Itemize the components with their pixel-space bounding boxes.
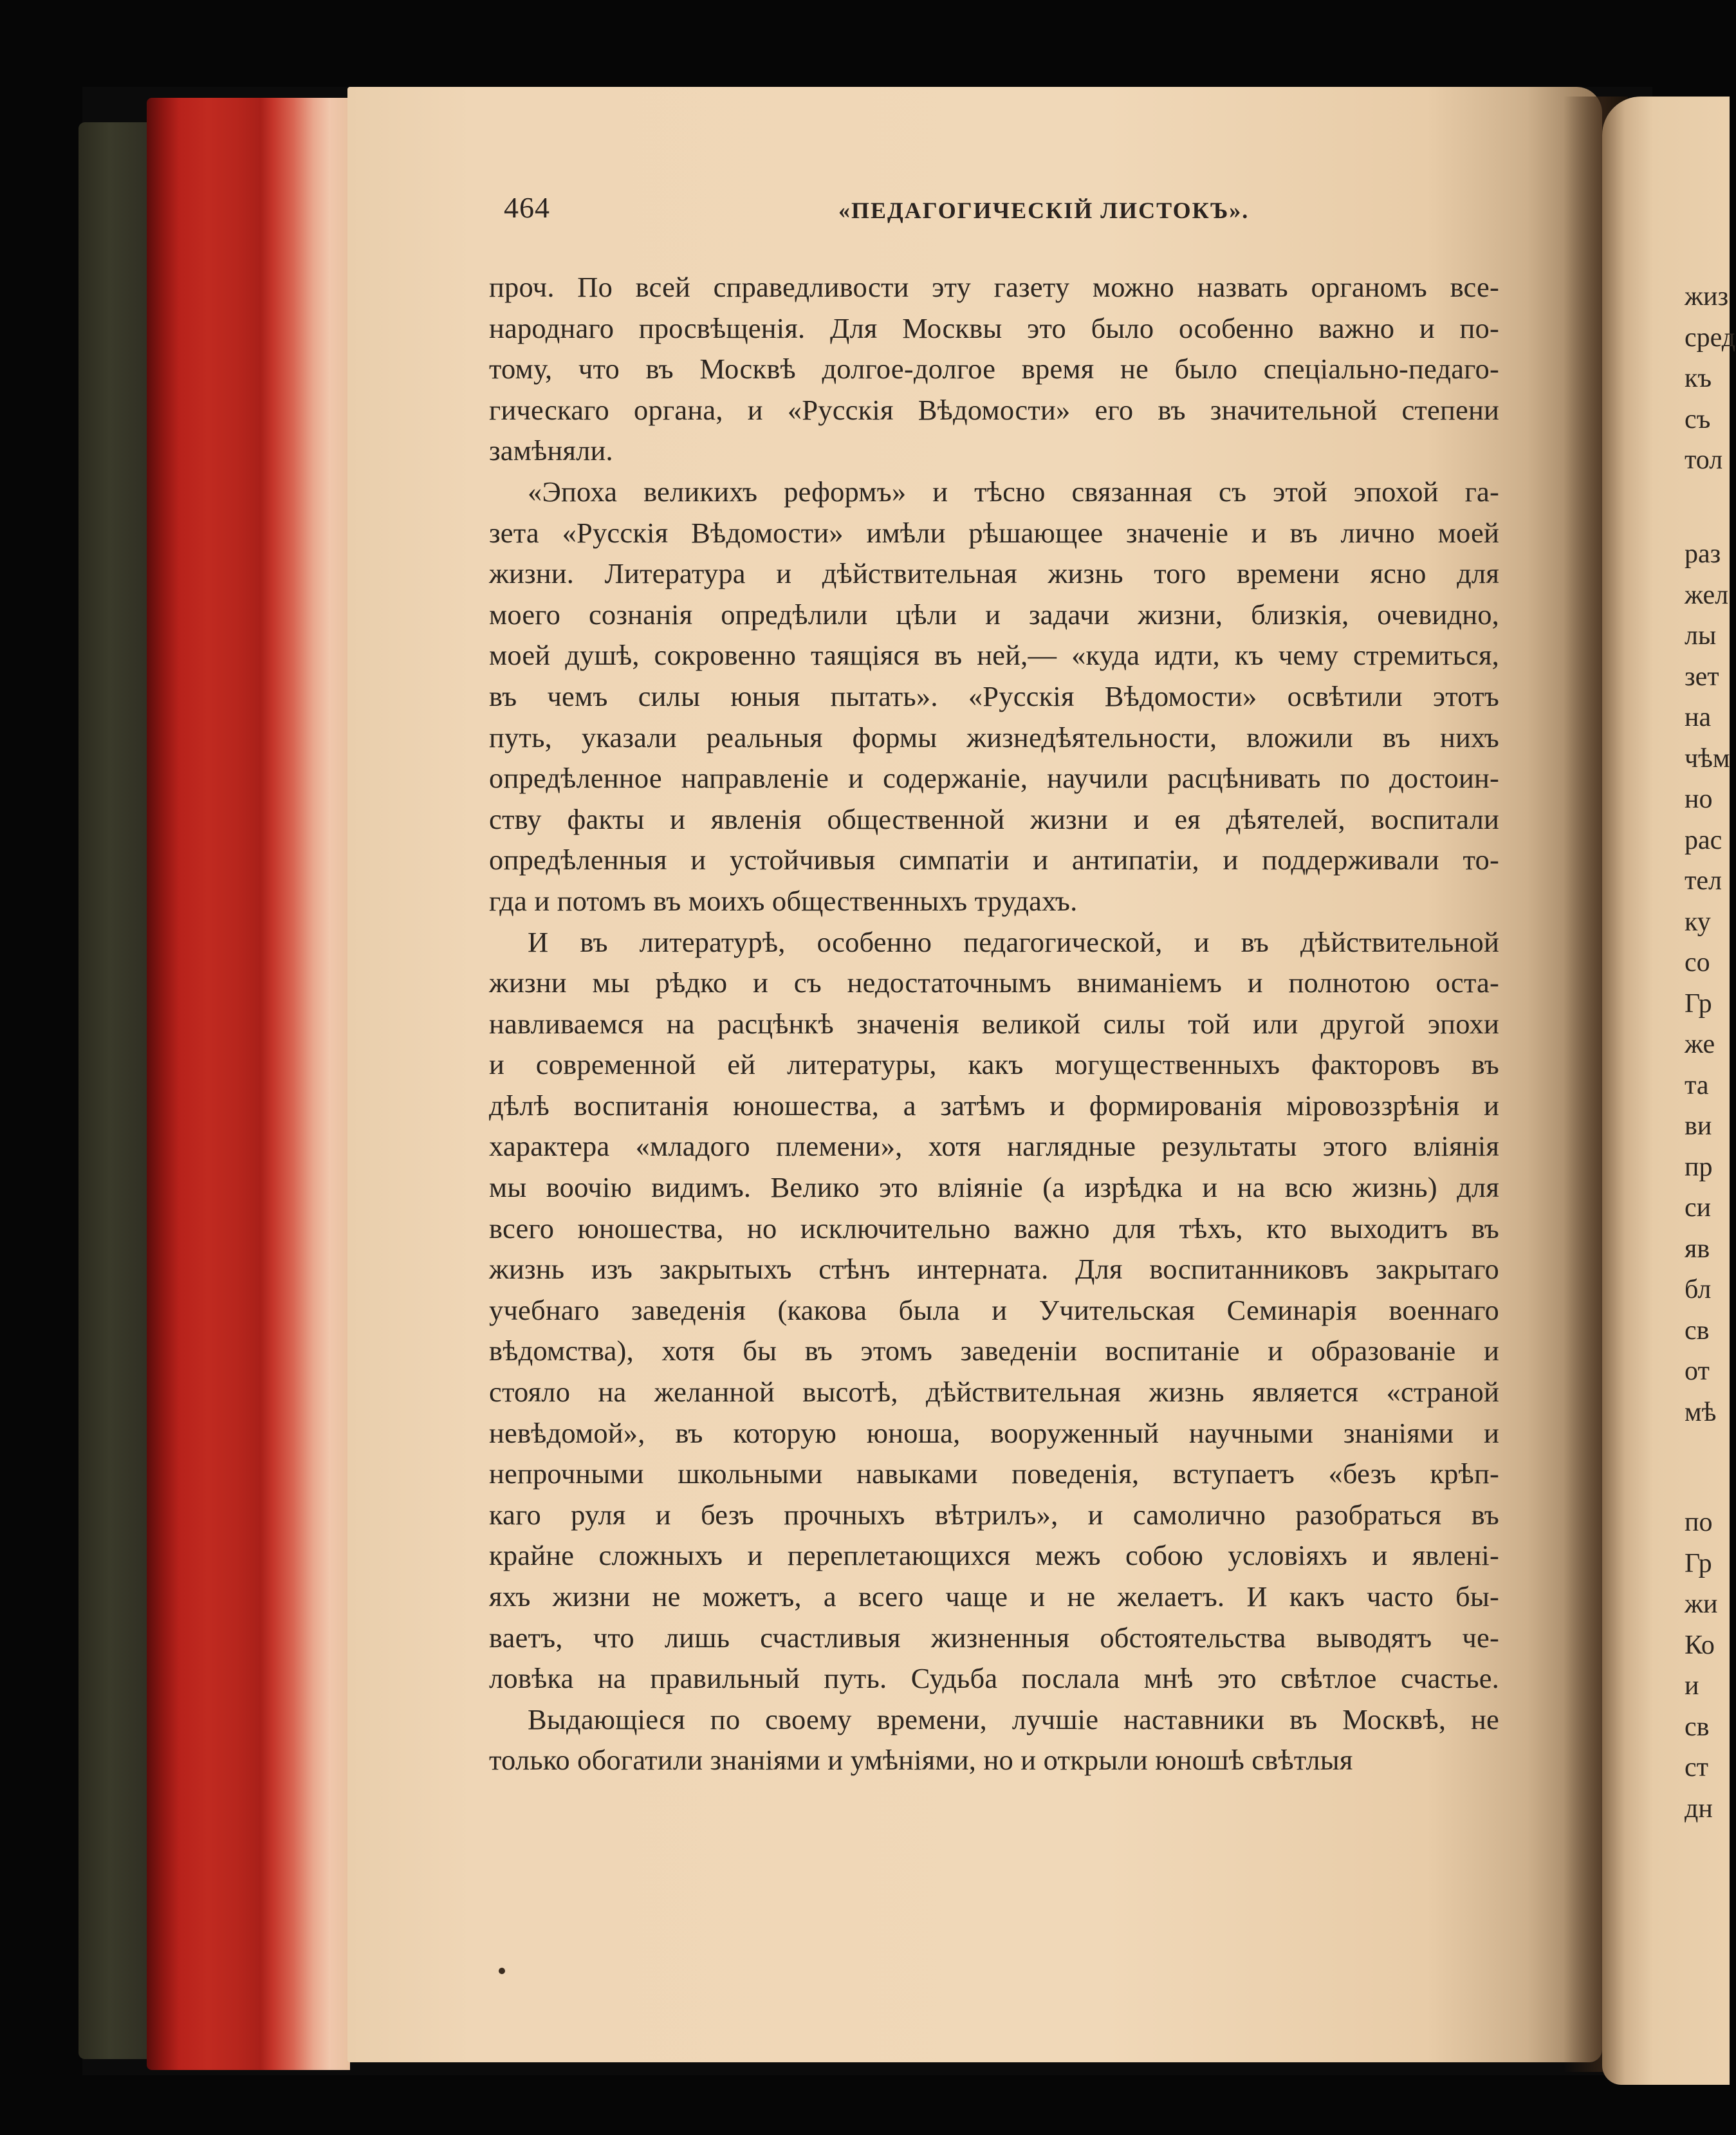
next-page-text-fragment: пр bbox=[1685, 1152, 1713, 1182]
page-number: 464 bbox=[504, 191, 550, 224]
next-page-text-fragment: жел bbox=[1685, 580, 1729, 610]
next-page-text-fragment: но bbox=[1685, 784, 1713, 814]
text-line: дѣлѣ воспитанія юношества, а затѣмъ и формированія міровоззрѣнія и bbox=[489, 1089, 1499, 1122]
next-page-fragment-bottom bbox=[1685, 1502, 1736, 1829]
page-body-text bbox=[489, 267, 1499, 1781]
text-line: И въ литературѣ, особенно педагогической, и въ дѣйствительной bbox=[528, 925, 1499, 958]
text-line: ловѣка на правильный путь. Судьба послала мнѣ это свѣтлое счастье. bbox=[489, 1662, 1499, 1695]
text-line: гда и потомъ въ моихъ общественныхъ трудахъ. bbox=[489, 884, 1078, 917]
page-header bbox=[504, 190, 1495, 229]
next-page-text-fragment: Ко bbox=[1685, 1630, 1715, 1660]
text-line: невѣдомой», въ которую юноша, вооруженный научными знаніями и bbox=[489, 1416, 1499, 1449]
next-page-text-fragment: св bbox=[1685, 1712, 1710, 1742]
text-line: вѣдомства), хотя бы въ этомъ заведеніи воспитаніе и образованіе и bbox=[489, 1335, 1499, 1367]
text-line: моей душѣ, сокровенно таящіяся въ ней,— «куда идти, къ чему стремиться, bbox=[489, 639, 1499, 672]
next-page-text-fragment: рас bbox=[1685, 825, 1722, 855]
running-title: «ПЕДАГОГИЧЕСКІЙ ЛИСТОКЪ». bbox=[838, 198, 1250, 223]
text-line: замѣняли. bbox=[489, 434, 613, 467]
next-page-text-fragment: сред bbox=[1685, 322, 1736, 353]
text-line: жизнь изъ закрытыхъ стѣнъ интерната. Для воспитанниковъ закрытаго bbox=[489, 1253, 1499, 1286]
next-page-text-fragment: бл bbox=[1685, 1275, 1712, 1304]
next-page-text-fragment: яв bbox=[1685, 1234, 1710, 1264]
text-line: крайне сложныхъ и переплетающихся межъ собою условіяхъ и явлені- bbox=[489, 1539, 1499, 1572]
text-line: навливаемся на расцѣнкѣ значенія великой силы той или другой эпохи bbox=[489, 1007, 1499, 1040]
text-line: народнаго просвѣщенія. Для Москвы это было особенно важно и по- bbox=[489, 311, 1499, 344]
text-line: и современной ей литературы, какъ могущественныхъ факторовъ въ bbox=[489, 1048, 1499, 1081]
next-page-text-fragment: св bbox=[1685, 1315, 1710, 1345]
next-page-text-fragment: ку bbox=[1685, 907, 1711, 937]
next-page-text-fragment: си bbox=[1685, 1193, 1712, 1223]
ink-speck bbox=[499, 1968, 505, 1974]
text-line: опредѣленныя и устойчивыя симпатіи и антипатіи, и поддерживали то- bbox=[489, 844, 1499, 876]
text-line: стояло на желанной высотѣ, дѣйствительная жизнь является «страной bbox=[489, 1376, 1499, 1409]
text-line: проч. По всей справедливости эту газету можно назвать органомъ все- bbox=[489, 271, 1499, 303]
text-line: мы воочію видимъ. Велико это вліяніе (а изрѣдка и на всю жизнь) для bbox=[489, 1171, 1499, 1204]
red-page-edges bbox=[147, 98, 350, 2070]
text-line: ству факты и явленія общественной жизни и ея дѣятелей, воспитали bbox=[489, 802, 1499, 835]
next-page-text-fragment: и bbox=[1685, 1671, 1699, 1701]
next-page-text-fragment: тол bbox=[1685, 445, 1723, 475]
next-page-text-fragment: же bbox=[1685, 1030, 1715, 1059]
text-line: характера «младого племени», хотя наглядные результаты этого вліянія bbox=[489, 1130, 1499, 1163]
next-page-text-fragment: та bbox=[1685, 1070, 1709, 1100]
text-line: только обогатили знаніями и умѣніями, но и открыли юношѣ свѣтлыя bbox=[489, 1744, 1353, 1777]
next-page-text-fragment: къ bbox=[1685, 364, 1712, 393]
next-page-text-fragment: от bbox=[1685, 1356, 1710, 1386]
next-page-text-fragment: ви bbox=[1685, 1111, 1712, 1141]
next-page-text-fragment: зет bbox=[1685, 661, 1719, 692]
text-line: непрочными школьными навыками поведенія, вступаетъ «безъ крѣп- bbox=[489, 1457, 1499, 1490]
text-line: моего сознанія опредѣлили цѣли и задачи жизни, близкія, очевидно, bbox=[489, 598, 1499, 631]
text-line: Выдающіеся по своему времени, лучшіе наставники въ Москвѣ, не bbox=[528, 1703, 1499, 1735]
next-page-text-fragment: жиз bbox=[1685, 282, 1729, 311]
book-spine-cloth bbox=[78, 122, 156, 2059]
text-line: каго руля и безъ прочныхъ вѣтрилъ», и самолично разобраться въ bbox=[489, 1498, 1499, 1531]
next-page-text-fragment: дн bbox=[1685, 1793, 1713, 1824]
next-page-text-fragment: съ bbox=[1685, 404, 1711, 434]
text-line: опредѣленное направленіе и содержаніе, научили расцѣнивать по достоин- bbox=[489, 762, 1499, 795]
text-line: учебнаго заведенія (какова была и Учительская Семинарія военнаго bbox=[489, 1293, 1499, 1326]
text-line: всего юношества, но исключительно важно для тѣхъ, кто выходитъ въ bbox=[489, 1212, 1499, 1244]
next-page-text-fragment: по bbox=[1685, 1508, 1713, 1537]
next-page-fragment-middle bbox=[1685, 534, 1736, 1433]
next-page-text-fragment: на bbox=[1685, 703, 1712, 732]
next-page-text-fragment: раз bbox=[1685, 539, 1721, 569]
next-page-text-fragment: жи bbox=[1685, 1589, 1718, 1619]
next-page-text-fragment: чѣм bbox=[1685, 743, 1730, 773]
next-page-text-fragment: Гр bbox=[1685, 1548, 1712, 1578]
text-line: ваетъ, что лишь счастливыя жизненныя обстоятельства выводятъ че- bbox=[489, 1621, 1499, 1654]
next-page-text-fragment: лы bbox=[1685, 621, 1717, 651]
text-line: жизни мы рѣдко и съ недостаточнымъ вниманіемъ и полнотою оста- bbox=[489, 966, 1499, 999]
text-line: въ чемъ силы юныя пытать». «Русскія Вѣдомости» освѣтили этотъ bbox=[489, 679, 1499, 712]
text-line: яхъ жизни не можетъ, а всего чаще и не желаетъ. И какъ часто бы- bbox=[489, 1580, 1499, 1613]
next-page-text-fragment: мѣ bbox=[1685, 1397, 1717, 1427]
text-line: путь, указали реальныя формы жизнедѣятельности, вложили въ нихъ bbox=[489, 721, 1499, 753]
text-line: жизни. Литература и дѣйствительная жизнь того времени ясно для bbox=[489, 557, 1499, 590]
next-page-fragment-top bbox=[1685, 277, 1736, 481]
text-line: гическаго органа, и «Русскія Вѣдомости» его въ значительной степени bbox=[489, 393, 1499, 426]
text-line: тому, что въ Москвѣ долгое-долгое время не было спеціально-педаго- bbox=[489, 353, 1499, 385]
next-page-text-fragment: ст bbox=[1685, 1753, 1708, 1782]
next-page-text-fragment: Гр bbox=[1685, 988, 1712, 1019]
text-line: «Эпоха великихъ реформъ» и тѣсно связанная съ этой эпохой га- bbox=[528, 475, 1499, 508]
next-page-text-fragment: тел bbox=[1685, 866, 1722, 896]
text-line: зета «Русскія Вѣдомости» имѣли рѣшающее значеніе и въ лично моей bbox=[489, 516, 1499, 549]
next-page-text-fragment: со bbox=[1685, 948, 1710, 977]
